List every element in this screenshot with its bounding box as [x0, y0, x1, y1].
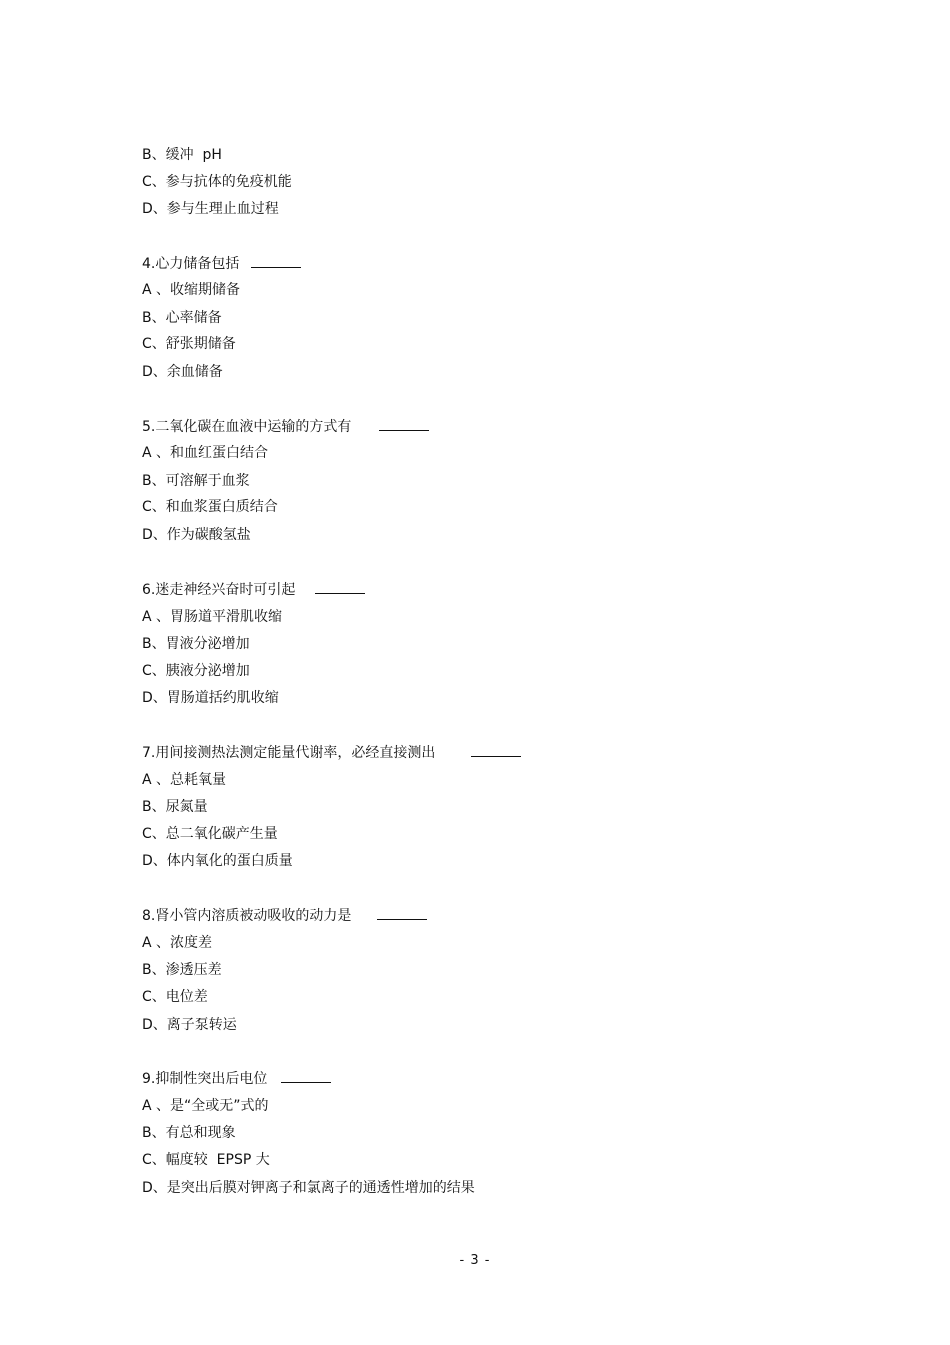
option-line: D、是突出后膜对钾离子和氯离子的通透性增加的结果 [142, 1180, 475, 1196]
option-line: B、渗透压差 [142, 962, 222, 978]
option-line: A 、是“全或无”式的 [142, 1098, 269, 1114]
option-line: A 、胃肠道平滑肌收缩 [142, 609, 283, 625]
answer-blank [281, 1070, 331, 1083]
answer-blank [377, 907, 427, 920]
question-line: 6.迷走神经兴奋时可引起 [142, 581, 365, 599]
option-line: C、胰液分泌增加 [142, 663, 250, 679]
option-line: D、余血储备 [142, 364, 223, 380]
option-line: B、缓冲 pH [142, 147, 222, 163]
option-line: C、总二氧化碳产生量 [142, 826, 278, 842]
answer-blank [471, 744, 521, 757]
option-line: B、有总和现象 [142, 1125, 236, 1141]
option-line: C、和血浆蛋白质结合 [142, 499, 278, 515]
option-line: B、尿氮量 [142, 799, 208, 815]
question-line: 9.抑制性突出后电位 [142, 1070, 331, 1088]
page-number: - 3 - [459, 1253, 491, 1268]
option-line: D、体内氧化的蛋白质量 [142, 853, 293, 869]
option-line: B、可溶解于血浆 [142, 473, 250, 489]
option-line: C、参与抗体的免疫机能 [142, 174, 292, 190]
option-line: A 、收缩期储备 [142, 282, 241, 298]
option-line: B、胃液分泌增加 [142, 636, 250, 652]
option-line: C、电位差 [142, 989, 208, 1005]
question-line: 7.用间接测热法测定能量代谢率，必经直接测出 [142, 744, 521, 762]
option-line: D、离子泵转运 [142, 1017, 237, 1033]
question-line: 4.心力储备包括 [142, 255, 301, 273]
option-line: A 、总耗氧量 [142, 772, 227, 788]
option-line: D、参与生理止血过程 [142, 201, 279, 217]
answer-blank [315, 581, 365, 594]
option-line: C、舒张期储备 [142, 336, 236, 352]
option-line: A 、浓度差 [142, 935, 213, 951]
option-line: D、胃肠道括约肌收缩 [142, 690, 279, 706]
option-line: C、幅度较 EPSP 大 [142, 1152, 270, 1168]
option-line: A 、和血红蛋白结合 [142, 445, 269, 461]
option-line: D、作为碳酸氢盐 [142, 527, 251, 543]
answer-blank [251, 255, 301, 268]
answer-blank [379, 418, 429, 431]
question-line: 5.二氧化碳在血液中运输的方式有 [142, 418, 429, 436]
option-line: B、心率储备 [142, 310, 222, 326]
question-line: 8.肾小管内溶质被动吸收的动力是 [142, 907, 427, 925]
